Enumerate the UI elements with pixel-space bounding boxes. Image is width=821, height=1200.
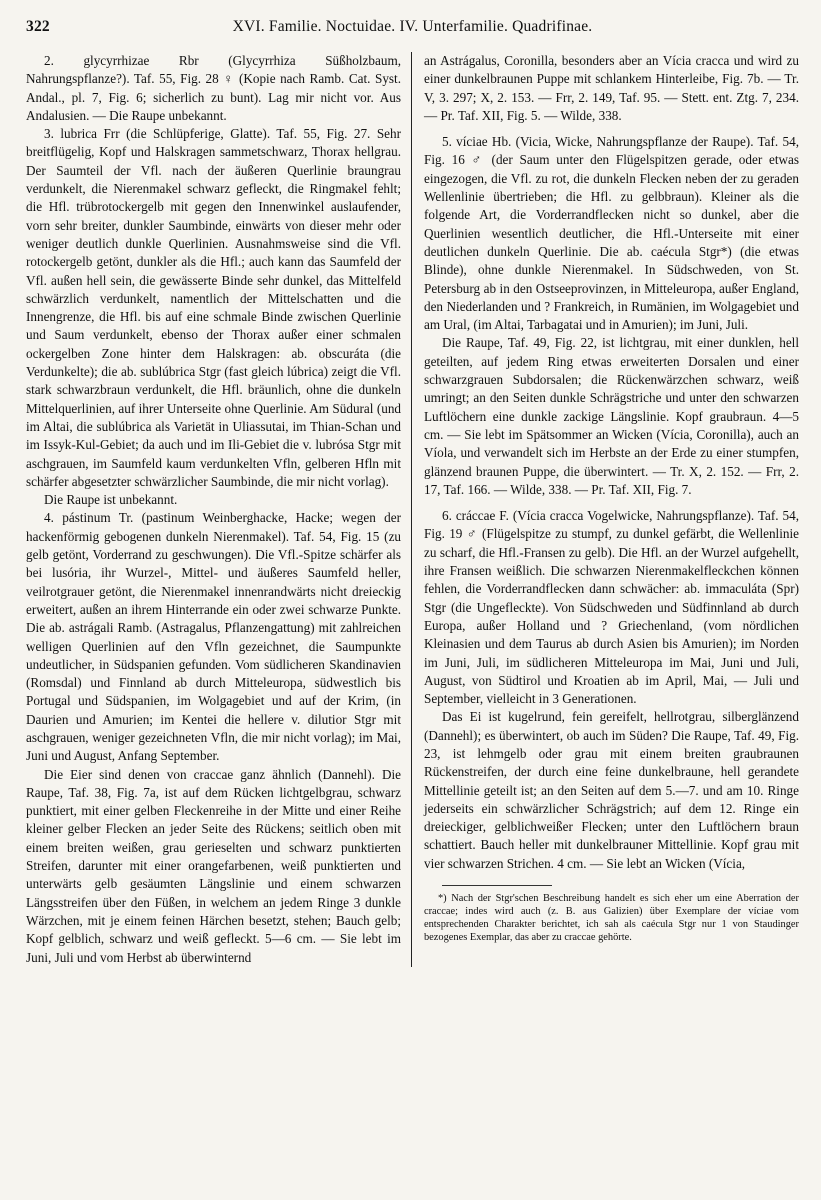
species-entry-lubrica: 3. lubrica Frr (die Schlüpferige, Glatte). Taf. 55, Fig. 27. Sehr breitflügelig, Kopf und Halskragen sammetschwarz, Thorax hellgrau. Der Saumteil der Vfl. nach der äußeren Querlinie braungrau verdunkelt, die Nierenmakel schwarz gefleckt, die Ringmakel fehlt; die Hfl. trübrotockergelb mit gegen den Innenwinkel auslaufender, vorn sehr breiter, dunkler Saumbinde, einwärts von dieser mehr oder weniger deutlich dunkle Querlinien. Ausnahmsweise sind die Vfl. rotockergelb getönt, dunkler als die Hfl.; auch kann das Saumfeld der Vfl. außen hell sein, die gewässerte Binde sehr dunkel, das Mittelfeld schwärzlich verdunkelt, namentlich der Mittelschatten und die Innengrenze, die Hfl. bis auf eine schmale Binde zwischen Querlinie und Saum verdunkelt, ebenso der Thorax außer einer schmalen ockergelben Zone hinter dem Halskragen: ab. obscuráta (die Verdunkelte); die ab. sublúbrica Stgr (fast gleich lúbrica) zeigt die Vfl. stark schwarzbraun verdunkelt, die Hfl. bräunlich, ohne die dunkeln Mittelquerlinien, auf ihrer Unterseite ohne Querlinie. Am Südural (und im Altai, die sublúbrica als Varietät in Uliassutai, im Thian-Schan und im Issyk-Kul-Gebiet; da auch und im Ili-Gebiet die v. lubrósa Stgr mit aschgrauen, im Saumfeld kaum verdunkelten Vfln, gelberen Hfln mit schärfer abgesetzter schwärzlicher Saumbinde, die mir nicht vorlag). xyxy=(26,126,402,489)
page-number: 322 xyxy=(26,18,50,35)
page-header xyxy=(26,18,799,50)
egg-larva-description-craccae: Das Ei ist kugelrund, fein gereifelt, hellrotgrau, silberglänzend (Dannehl); es überwintert, ob auch im Süden? Die Raupe, Taf. 49, Fig. 23, ist lehmgelb oder grau mit einem breiten graubraunen Rückenstreifen, der durch eine feine dunkelbraune, hell gerandete Mittellinie geteilt ist; an den Seiten auf dem 5.—7. und am 10. Ringe jederseits ein schwärzlicher Schrägstrich; auf dem 12. Ringe ein dreieckiger, gelblichweißer Flecken; unter den Luftlöchern braun schattiert. Bauch heller mit dunkelbrauner Mittellinie. Kopf grau mit vier schwarzen Strichen. 4 cm. — Sie lebt an Wicken (Vícia, xyxy=(423,709,799,871)
species-entry-pastinum: 4. pástinum Tr. (pastinum Weinberghacke, Hacke; wegen der hackenförmig gebogenen dunkeln Nierenmakel). Taf. 54, Fig. 15 (zu gelb getönt, Vorderrand zu geschwungen). Die Vfl.-Spitze schärfer als bei lusória, ihr Wurzel-, Mittel- und äußeres Saumfeld heller, veilrotgrauer getönt, die Nierenmakel innenrandwärts nicht dreieckig erweitert, außen an ihrem Hinterrande ein oder zwei schwarze Punkte. Die ab. astrágali Ramb. (Astragalus, Pflanzengattung) mit zahlreichen welligen Querlinien auf den Vfln gezeichnet, die Saumpunkte undeutlicher, in Südspanien gefunden. Vom südlicheren Skandinavien (Romsdal) und Finnland ab durch Mitteleuropa, südwestlich bis Portugal und Südspanien, im Wolgagebiet und auf der Krim, (in Daurien und Amurien; im Kentei die hellere v. dilutior Stgr mit aschgrauen, weniger gezeichneten Vfln, die mir nicht vorlag); im Mai, Juni und August, Anfang September. xyxy=(26,510,402,764)
larva-description-pastinum: Die Eier sind denen von craccae ganz ähnlich (Dannehl). Die Raupe, Taf. 38, Fig. 7a, ist auf dem Rücken lichtgelbgrau, schwarz punktiert, mit einer gelben Fleckenreihe in der Mitte und einer Reihe kleiner gelber Flecken an jeder Seite des Rückens; seitlich oben mit einem breiten weißen, grau gerieselten und schwarz punktierten Streifen, darunter mit einer orangefarbenen, weiß punktierten und unterwärts gelb gesäumten Längslinie und einem schwarzen Längsstreifen über den Füßen, in welchem an jedem Ringe 3 dunkle Wärzchen, mit je einem feinen Härchen besetzt, stehen; Bauch gelb; Kopf gelblich, schwarz und weiß gefleckt. 5—6 cm. — Sie lebt im Juni, Juli und vom Herbst ab überwinternd xyxy=(26,766,402,965)
larva-description-viciae: Die Raupe, Taf. 49, Fig. 22, ist lichtgrau, mit einer dunklen, hell geteilten, auf jedem Ring etwas erweiterten Dorsalen und einer schwarzgrauen Subdorsalen; die Rückenwärzchen schwarz, weiß umringt; an den Seiten dunkle Schrägstriche und unter den schwarzen Luftlöchern eine dunkle zackige Längslinie. Kopf graubraun. 4—5 cm. — Sie lebt im Spätsommer an Wicken (Vícia, Coronilla), auch an Víola, und verwandelt sich im Herbste an der Erde zu einer stumpfen, glänzend braunen Puppe, die überwintert. — Tr. X, 2. 152. — Frr, 2. 17, Taf. 166. — Wilde, 338. — Pr. Taf. XII, Fig. 7. xyxy=(423,335,799,497)
species-entry-viciae: 5. víciae Hb. (Vicia, Wicke, Nahrungspflanze der Raupe). Taf. 54, Fig. 16 ♂ (der Saum unter den Flügelspitzen gerade, oder etwas eingezogen, die Vfl. zu rot, die dunkeln Flecken neben der zu geraden Wellenlinie übertrieben; die Hfl. zu gelbbraun). Kleiner als die folgende Art, die Vorderrandflecken nicht so dunkel, aber die Querlinien wesentlich deutlicher, die Hfl.-Unterseite mit einer deutlichen dunkeln Querlinie. Die ab. caécula Stgr*) (die etwas Blinde), ohne dunkle Nierenmakel. In Südschweden, von St. Petersburg ab in den Ostseeprovinzen, in Mitteleuropa, außer England, den Niederlanden und ? Frankreich, in Rumänien, im Wolgagebiet und am Ural, (im Altai, Tarbagatai und in Amurien); im Juni, Juli. xyxy=(423,134,799,333)
column-divider xyxy=(411,52,412,967)
footnote: *) Nach der Stgr'schen Beschreibung handelt es sich eher um eine Aberration der craccae; indes wird auch (z. B. aus Galizien) über Exemplare der víciae vom entsprechenden Charakter berichtet, ich sah als caécula Stgr nur 1 von Staudinger bezogenes Exemplar, das aber zu craccae gehörte. xyxy=(423,893,799,944)
left-column xyxy=(26,52,409,967)
caterpillar-note-lubrica: Die Raupe ist unbekannt. xyxy=(44,492,178,508)
species-entry-glycyrrhizae: 2. glycyrrhizae Rbr (Glycyrrhiza Süßholzbaum, Nahrungspflanze?). Taf. 55, Fig. 28 ♀ (Kopie nach Ramb. Cat. Syst. Andal., pl. 7, Fig. 6; sicherlich zu bunt). Lag mir nicht vor. Aus Andalusien. — Die Raupe unbekannt. xyxy=(26,53,402,123)
footnote-separator xyxy=(442,885,552,886)
text-columns xyxy=(26,52,799,967)
running-title: XVI. Familie. Noctuidae. IV. Unterfamilie. Quadrifinae. xyxy=(232,18,593,35)
species-entry-craccae: 6. cráccae F. (Vícia cracca Vogelwicke, Nahrungspflanze). Taf. 54, Fig. 19 ♂ (Flügelspitze zu stumpf, zu dunkel gefärbt, die Wellenlinie zu scharf, die Hfl.-Fransen zu gelb). Die Hfl. an der Wurzel aufgehellt, ihre Fransen weißlich. Die schwarzen Nierenmakelfleckchen können fehlen, die Vorderrandflecken dann schwächer: ab. immaculáta (Spr) Stgr (die Ungefleckte). Von Südschweden und Südfinnland ab durch Europa, außer Holland und ? Griechenland, (vom nördlichen Kleinasien und dem Taurus ab durch Asien bis Amurien); im Norden im Juni, Juli, im südlicheren Mitteleuropa im Mai, Juni und Juli, August, von Südtirol und Kroatien ab im April, Mai, — Juli und September, vielleicht in 3 Generationen. xyxy=(423,508,799,707)
right-column xyxy=(418,52,799,967)
continued-paragraph: an Astrágalus, Coronilla, besonders aber an Vícia cracca und wird zu einer dunkelbraunen Puppe mit schlankem Hinterleibe, Fig. 7b. — Tr. V, 3. 297; X, 2. 153. — Frr, 2. 149, Taf. 95. — Stett. ent. Ztg. 7, 234. — Pr. Taf. XII, Fig. 5. — Wilde, 338. xyxy=(423,53,799,123)
